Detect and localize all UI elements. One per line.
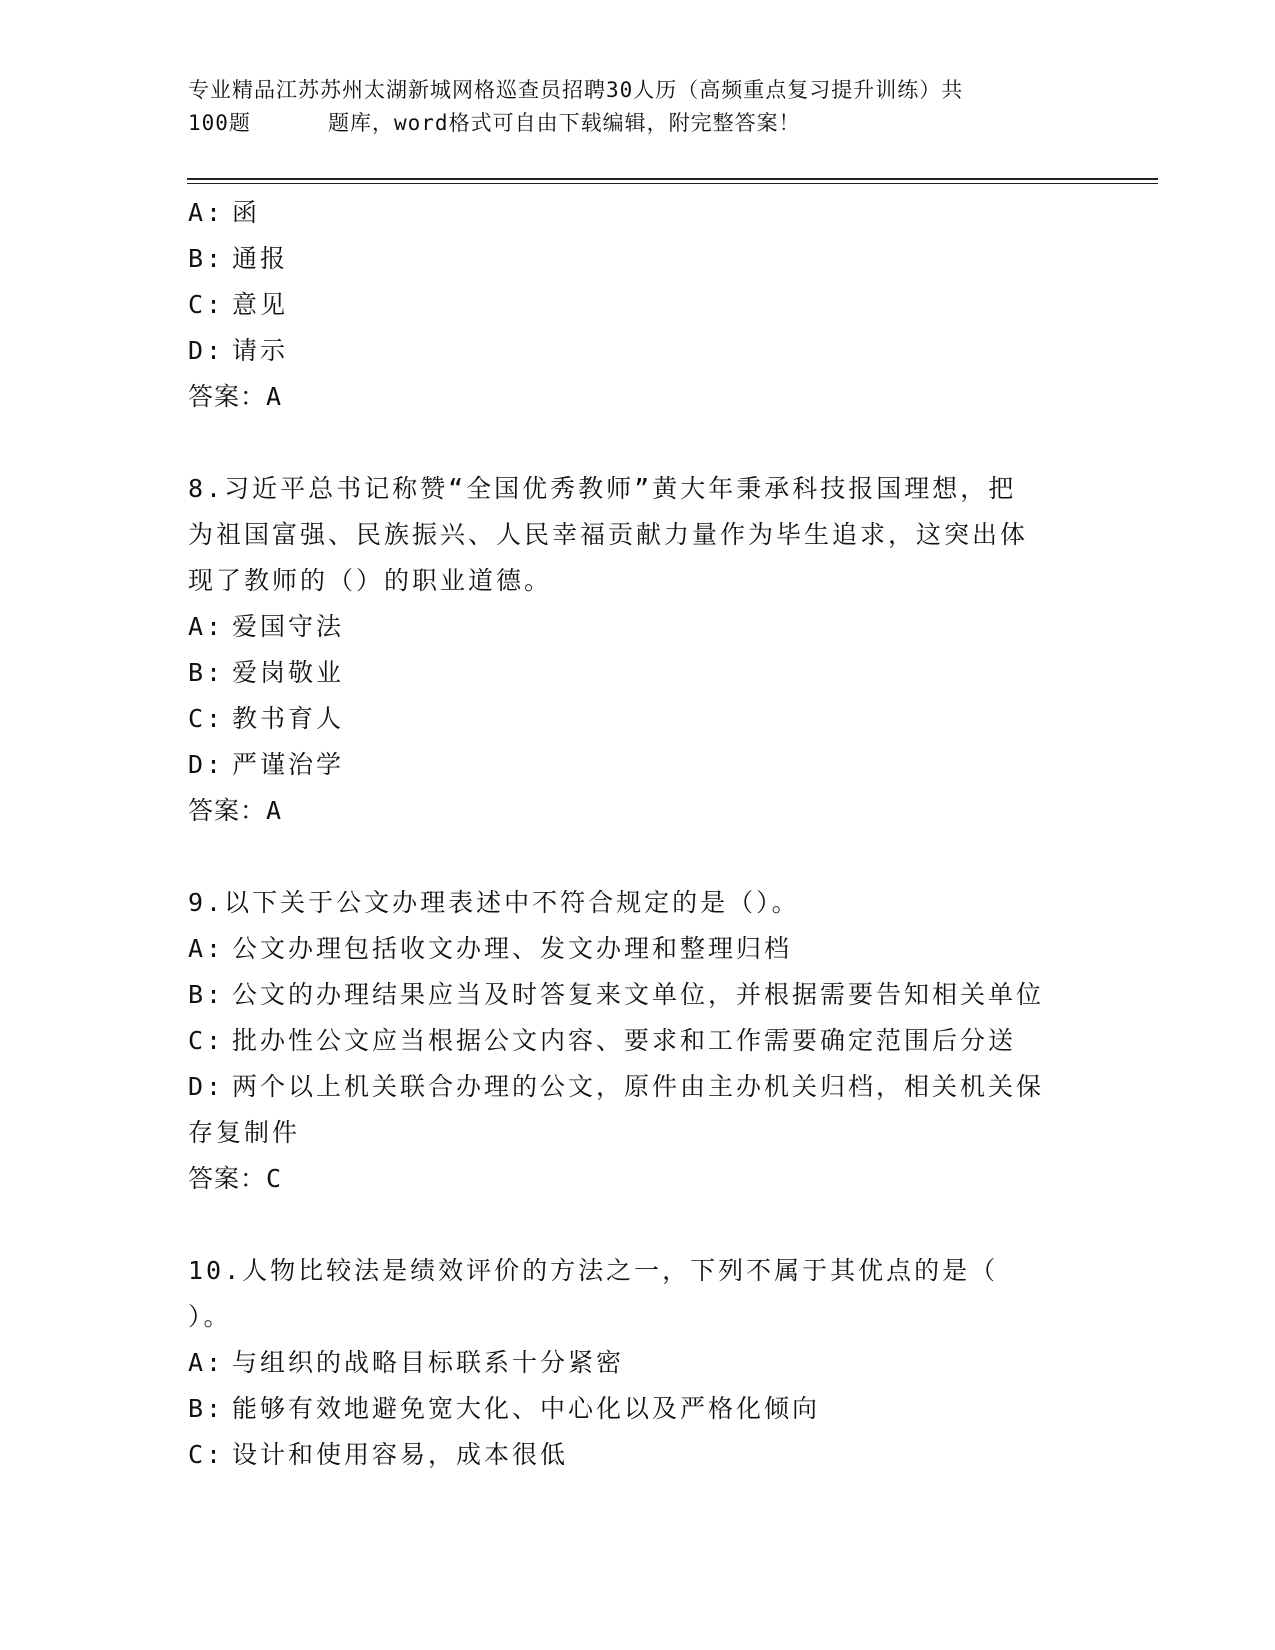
question-text: 8.习近平总书记称赞“全国优秀教师”黄大年秉承科技报国理想，把 (188, 474, 1017, 503)
option-b: B: 能够有效地避免宽大化、中心化以及严格化倾向 (188, 1394, 821, 1423)
option-d: D: 两个以上机关联合办理的公文，原件由主办机关归档，相关机关保 (188, 1072, 1045, 1101)
option-d: D: 严谨治学 (188, 750, 345, 779)
option-c: C: 批办性公文应当根据公文内容、要求和工作需要确定范围后分送 (188, 1026, 1017, 1055)
header-subtitle: 题库，word格式可自由下载编辑，附完整答案！ (328, 111, 801, 135)
document-body (188, 190, 1088, 1478)
option-c: C: 意见 (188, 290, 289, 319)
question-text: 现了教师的（）的职业道德。 (188, 566, 553, 595)
option-a: A: 函 (188, 198, 261, 227)
question-9 (188, 880, 1088, 1202)
question-8 (188, 466, 1088, 834)
option-c: C: 设计和使用容易，成本很低 (188, 1440, 569, 1469)
question-text: 为祖国富强、民族振兴、人民幸福贡献力量作为毕生追求，这突出体 (188, 520, 1029, 549)
header-title-line2 (188, 107, 1088, 140)
option-d: D: 请示 (188, 336, 289, 365)
option-a: A: 爱国守法 (188, 612, 345, 641)
question-7-options (188, 190, 1088, 420)
question-text: 10.人物比较法是绩效评价的方法之一，下列不属于其优点的是（ (188, 1256, 999, 1285)
option-c: C: 教书育人 (188, 704, 345, 733)
option-b: B: 公文的办理结果应当及时答复来文单位，并根据需要告知相关单位 (188, 980, 1045, 1009)
document-header (188, 74, 1088, 140)
option-a: A: 公文办理包括收文办理、发文办理和整理归档 (188, 934, 793, 963)
answer-line: 答案：A (188, 382, 283, 411)
answer-line: 答案：A (188, 796, 283, 825)
header-divider-thin (187, 183, 1158, 184)
header-title-line1: 专业精品江苏苏州太湖新城网格巡查员招聘30人历（高频重点复习提升训练）共 (188, 78, 964, 102)
answer-line: 答案：C (188, 1164, 283, 1193)
header-divider-thick (187, 178, 1158, 180)
option-d-continuation: 存复制件 (188, 1118, 301, 1147)
question-text: ）。 (188, 1302, 232, 1331)
option-a: A: 与组织的战略目标联系十分紧密 (188, 1348, 625, 1377)
question-10 (188, 1248, 1088, 1478)
option-b: B: 通报 (188, 244, 289, 273)
question-text: 9.以下关于公文办理表述中不符合规定的是（）。 (188, 888, 800, 917)
header-question-count: 100题 (188, 111, 251, 135)
option-b: B: 爱岗敬业 (188, 658, 345, 687)
